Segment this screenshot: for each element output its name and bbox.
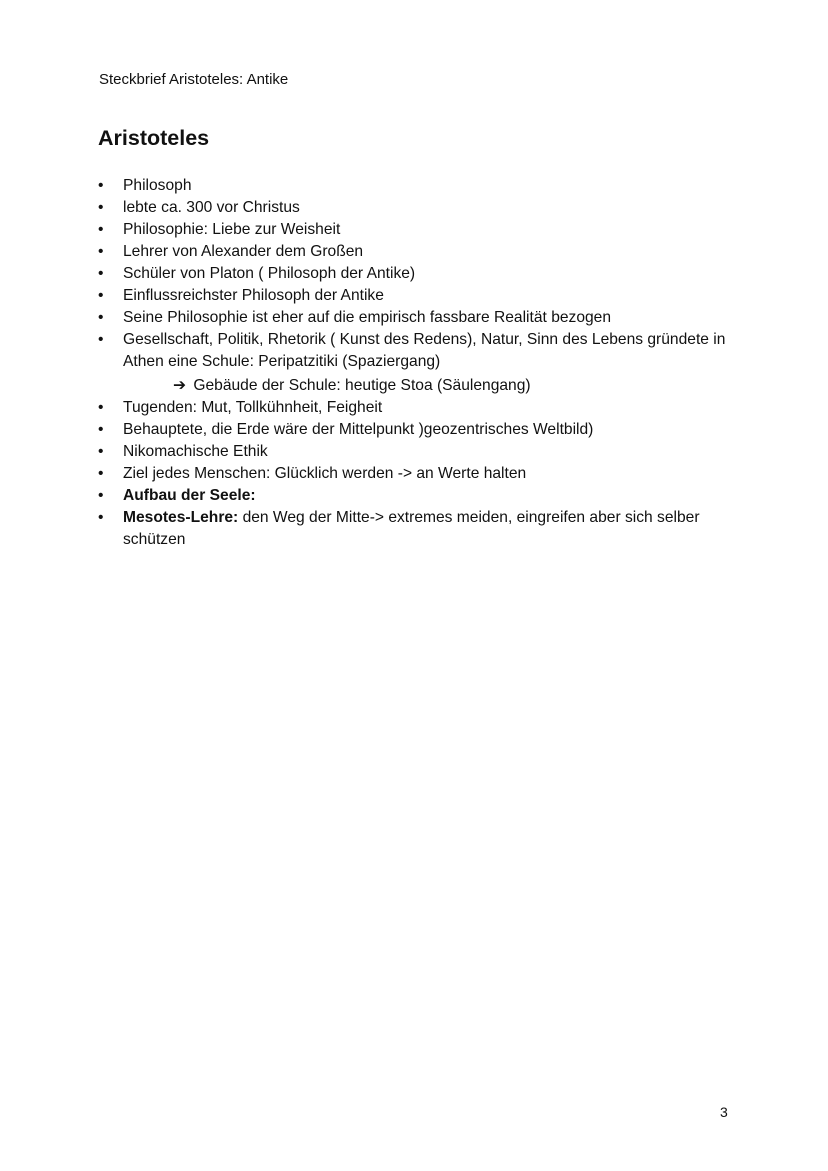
list-item — [98, 285, 738, 307]
page-title: Aristoteles — [98, 126, 210, 150]
bullet-list — [98, 175, 738, 551]
list-item — [98, 329, 738, 397]
bullet-icon: • — [98, 421, 104, 438]
bullet-icon: • — [98, 265, 104, 282]
bullet-icon: • — [98, 399, 104, 416]
list-item — [98, 307, 738, 329]
bullet-icon: • — [98, 199, 104, 216]
bullet-icon: • — [98, 465, 104, 482]
list-item — [98, 241, 738, 263]
list-item-text: Philosoph — [123, 177, 192, 194]
list-item — [98, 463, 738, 485]
list-item-text: Tugenden: Mut, Tollkühnheit, Feigheit — [123, 399, 383, 416]
list-item-bold-text: Aufbau der Seele: — [123, 487, 256, 504]
bullet-icon: • — [98, 221, 104, 238]
sub-list-item — [123, 375, 738, 397]
list-item — [98, 419, 738, 441]
list-item — [98, 175, 738, 197]
list-item-text: Behauptete, die Erde wäre der Mittelpunkt )geozentrisches Weltbild) — [123, 421, 594, 438]
list-item — [98, 441, 738, 463]
bullet-icon: • — [98, 243, 104, 260]
list-item — [98, 397, 738, 419]
page-number: 3 — [720, 1104, 728, 1120]
bullet-icon: • — [98, 509, 104, 526]
list-item-text: Philosophie: Liebe zur Weisheit — [123, 221, 341, 238]
bullet-icon: • — [98, 443, 104, 460]
list-item-text: Nikomachische Ethik — [123, 443, 268, 460]
bullet-icon: • — [98, 309, 104, 326]
list-item — [98, 219, 738, 241]
list-item — [98, 507, 738, 551]
list-item-text: Einflussreichster Philosoph der Antike — [123, 287, 384, 304]
list-item-text: lebte ca. 300 vor Christus — [123, 199, 300, 216]
bullet-icon: • — [98, 177, 104, 194]
sub-list-item-text: Gebäude der Schule: heutige Stoa (Säulengang) — [193, 377, 531, 394]
list-item-bold-text: Mesotes-Lehre: — [123, 509, 239, 526]
list-item — [98, 197, 738, 219]
list-item-text: Seine Philosophie ist eher auf die empirisch fassbare Realität bezogen — [123, 309, 612, 326]
arrow-right-icon: ➔ — [173, 377, 187, 394]
list-item — [98, 485, 738, 507]
bullet-icon: • — [98, 287, 104, 304]
bullet-icon: • — [98, 331, 104, 348]
list-item-text: Gesellschaft, Politik, Rhetorik ( Kunst des Redens), Natur, Sinn des Lebens gründete in Athen eine Schule: Peripatzitiki (Spaziergang) — [123, 331, 726, 370]
list-item — [98, 263, 738, 285]
list-item-text: den Weg der Mitte-> extremes meiden, eingreifen aber sich selber schützen — [123, 509, 700, 548]
page-header: Steckbrief Aristoteles: Antike — [99, 71, 289, 88]
list-item-text: Schüler von Platon ( Philosoph der Antike) — [123, 265, 416, 282]
bullet-icon: • — [98, 487, 104, 504]
list-item-text: Lehrer von Alexander dem Großen — [123, 243, 364, 260]
list-item-text: Ziel jedes Menschen: Glücklich werden -> an Werte halten — [123, 465, 527, 482]
